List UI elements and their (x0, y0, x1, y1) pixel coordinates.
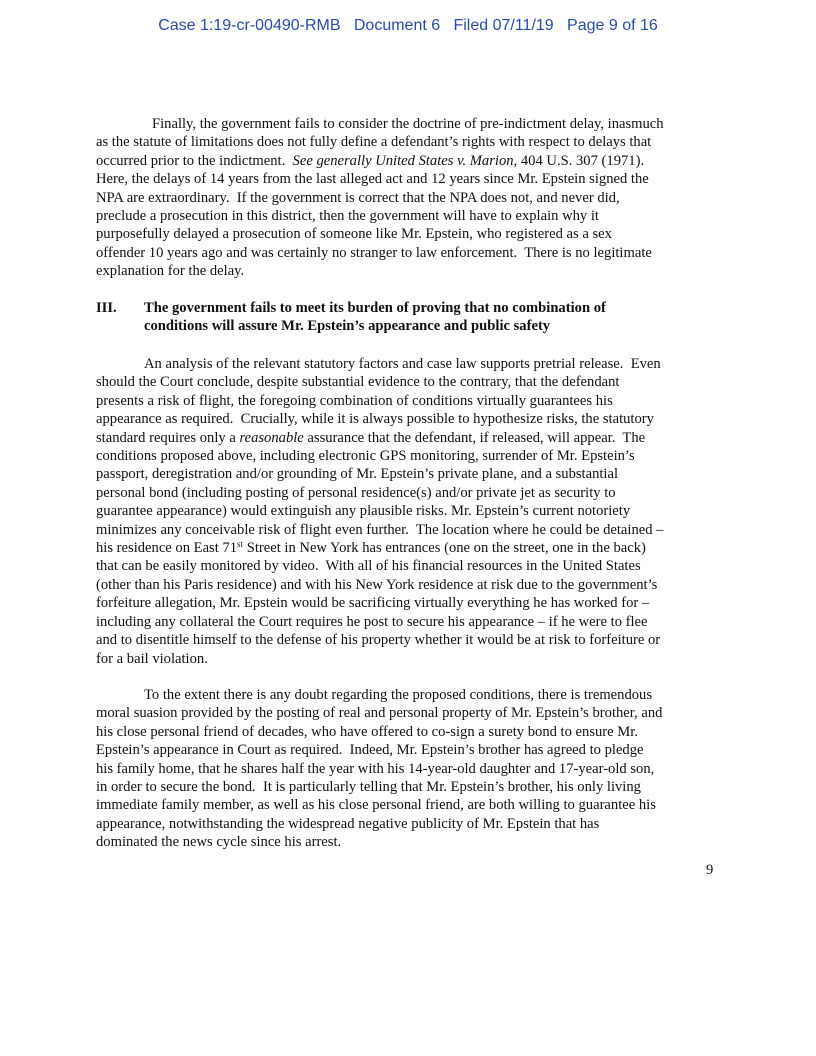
text-line (96, 152, 720, 170)
text-run: assurance that the defendant, if released, will appear. The (303, 429, 646, 446)
text-line: explanation for the delay. (96, 263, 245, 280)
text-line: passport, deregistration and/or grounding of Mr. Epstein’s private plane, and a substantial (96, 466, 619, 483)
text-line: guarantee appearance) would extinguish any plausible risks. Mr. Epstein’s current notoriety (96, 503, 631, 520)
text-line: for a bail violation. (96, 650, 208, 667)
text-line: purposefully delayed a prosecution of someone like Mr. Epstein, who registered as a sex (96, 226, 612, 243)
filed-date: Filed 07/11/19 (453, 17, 554, 34)
text-line: that can be easily monitored by video. With all of his financial resources in the United States (96, 558, 641, 575)
heading-line: The government fails to meet its burden of proving that no combination of (144, 300, 606, 316)
text-line: NPA are extraordinary. If the government is correct that the NPA does not, and never did, (96, 189, 620, 206)
text-line (96, 429, 720, 447)
text-line: including any collateral the Court requires he post to secure his appearance – if he were to flee (96, 613, 648, 630)
text-line: offender 10 years ago and was certainly no stranger to law enforcement. There is no legitimate (96, 244, 652, 261)
text-line: An analysis of the relevant statutory factors and case law supports pretrial release. Even (144, 356, 661, 372)
text-line: preclude a prosecution in this district, then the government will have to explain why it (96, 208, 599, 225)
emphasis-reasonable: reasonable (239, 429, 304, 446)
text-line: Here, the delays of 14 years from the last alleged act and 12 years since Mr. Epstein signed the (96, 171, 649, 188)
text-line: should the Court conclude, despite substantial evidence to the contrary, that the defendant (96, 374, 620, 391)
text-run: Street in New York has entrances (one on the street, one in the back) (243, 540, 646, 557)
text-line: and to disentitle himself to the defense of his property whether it would be at risk to forfeiture or (96, 632, 661, 649)
court-filing-header (0, 17, 816, 35)
section-heading-iii (96, 299, 720, 336)
text-line (96, 539, 720, 557)
section-number: III. (96, 300, 117, 316)
case-number: Case 1:19-cr-00490-RMB (158, 17, 341, 34)
text-line: immediate family member, as well as his close personal friend, are both willing to guarantee his (96, 797, 656, 814)
case-citation: See generally United States v. Marion (292, 152, 514, 169)
text-line: as the statute of limitations does not fully define a defendant’s rights with respect to delays that (96, 134, 652, 151)
text-line: his family home, that he shares half the year with his 14-year-old daughter and 17-year-old son, (96, 760, 655, 777)
text-run: occurred prior to the indictment. (96, 152, 293, 169)
text-line: dominated the news cycle since his arrest. (96, 834, 342, 851)
text-line: his close personal friend of decades, who have offered to co-sign a surety bond to ensure Mr. (96, 723, 638, 740)
text-run: his residence on East 71 (96, 540, 238, 557)
text-line: appearance as required. Crucially, while it is always possible to hypothesize risks, the statutory (96, 411, 654, 428)
text-line: minimizes any conceivable risk of flight even further. The location where he could be detained – (96, 521, 664, 538)
text-line: (other than his Paris residence) and with his New York residence at risk due to the government’s (96, 576, 658, 593)
text-line: moral suasion provided by the posting of real and personal property of Mr. Epstein’s brother, and (96, 705, 663, 722)
text-line: in order to secure the bond. It is particularly telling that Mr. Epstein’s brother, his only living (96, 779, 641, 796)
ordinal-superscript: st (237, 539, 244, 550)
text-line: forfeiture allegation, Mr. Epstein would be sacrificing virtually everything he has worked for – (96, 595, 650, 612)
page-indicator: Page 9 of 16 (567, 17, 658, 34)
paragraph-pre-indictment-delay (96, 115, 720, 281)
text-run: , 404 U.S. 307 (1971). (513, 152, 645, 169)
paragraph-moral-suasion (96, 686, 720, 852)
paragraph-statutory-factors (96, 355, 720, 668)
document-number: Document 6 (353, 17, 441, 34)
page-number: 9 (706, 862, 714, 878)
text-line: Epstein’s appearance in Court as required. Indeed, Mr. Epstein’s brother has agreed to pledge (96, 742, 644, 759)
text-line: To the extent there is any doubt regarding the proposed conditions, there is tremendous (144, 687, 653, 703)
text-line: personal bond (including posting of personal residence(s) and/or private jet as security to (96, 484, 616, 501)
text-line: Finally, the government fails to consider the doctrine of pre-indictment delay, inasmuch (152, 116, 664, 132)
text-line: appearance, notwithstanding the widespread negative publicity of Mr. Epstein that has (96, 815, 600, 832)
heading-line: conditions will assure Mr. Epstein’s appearance and public safety (144, 318, 551, 335)
text-run: standard requires only a (96, 429, 240, 446)
text-line: presents a risk of flight, the foregoing combination of conditions virtually guarantees his (96, 392, 613, 409)
text-line: conditions proposed above, including electronic GPS monitoring, surrender of Mr. Epstein’s (96, 448, 635, 465)
